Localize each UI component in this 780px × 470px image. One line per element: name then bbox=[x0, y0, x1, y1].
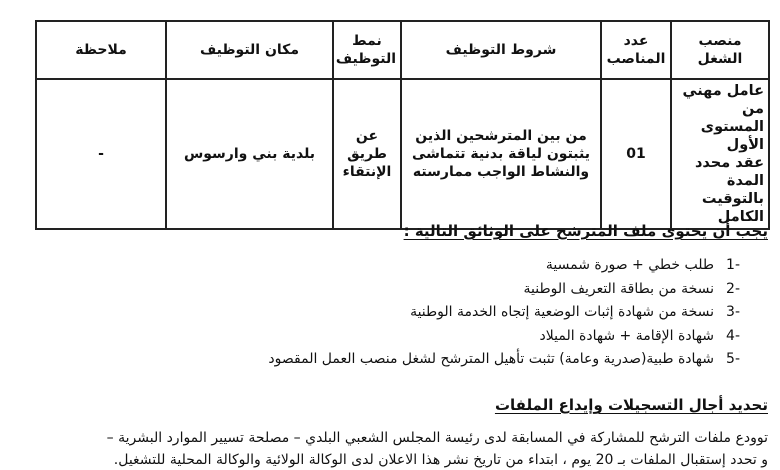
list-item: -1طلب خطي + صورة شمسية bbox=[545, 257, 740, 273]
list-item: -3نسخة من شهادة إثبات الوضعية إتجاه الخدمة الوطنية bbox=[410, 304, 740, 320]
cell-conditions: من بين المترشحين الذين يثبتون لياقة بدنية تتماشى والنشاط الواجب ممارسته bbox=[401, 79, 601, 229]
list-item: -4شهادة الإقامة + شهادة الميلاد bbox=[539, 327, 740, 344]
header-mode: نمط التوظيف bbox=[333, 21, 401, 79]
header-conditions: شروط التوظيف bbox=[401, 21, 601, 79]
table-header-row bbox=[36, 21, 769, 79]
cell-place: بلدية بني وارسوس bbox=[166, 79, 333, 229]
table-row bbox=[36, 79, 769, 229]
header-place: مكان التوظيف bbox=[166, 21, 333, 79]
cell-count: 01 bbox=[601, 79, 671, 229]
header-note: ملاحظة bbox=[36, 21, 166, 79]
deadline-line-2: و تحدد إستقبال الملفات بـ 20 يوم ، ابتداء من تاريخ نشر هذا الاعلان لدى الوكالة الولائية والوكالة المحلية للتشغيل. bbox=[113, 452, 768, 468]
documents-list bbox=[140, 256, 740, 374]
deadline-line-1: توودع ملفات الترشح للمشاركة في المسابقة لدى رئيسة المجلس الشعبي البلدي – مصلحة تسيير الموارد البشرية – bbox=[106, 430, 768, 446]
header-count: عدد المناصب bbox=[601, 21, 671, 79]
cell-post: عامل مهني من المستوى الأول عقد محدد المدة بالتوقيت الكامل bbox=[671, 79, 769, 229]
list-item: -5شهادة طبية(صدرية وعامة) تثبت تأهيل المترشح لشغل منصب العمل المقصود bbox=[268, 351, 740, 367]
recruitment-table bbox=[35, 20, 770, 230]
cell-note: - bbox=[36, 79, 166, 229]
header-post: منصب الشغل bbox=[671, 21, 769, 79]
documents-title: يجب أن يحتوى ملف المترشح على الوثائق التالية : bbox=[403, 222, 768, 240]
list-item: -2نسخة من بطاقة التعريف الوطنية bbox=[523, 280, 740, 297]
cell-mode: عن طريق الإنتقاء bbox=[333, 79, 401, 229]
deadline-title: تحديد أجال التسجيلات وإيداع الملفات bbox=[494, 396, 768, 414]
